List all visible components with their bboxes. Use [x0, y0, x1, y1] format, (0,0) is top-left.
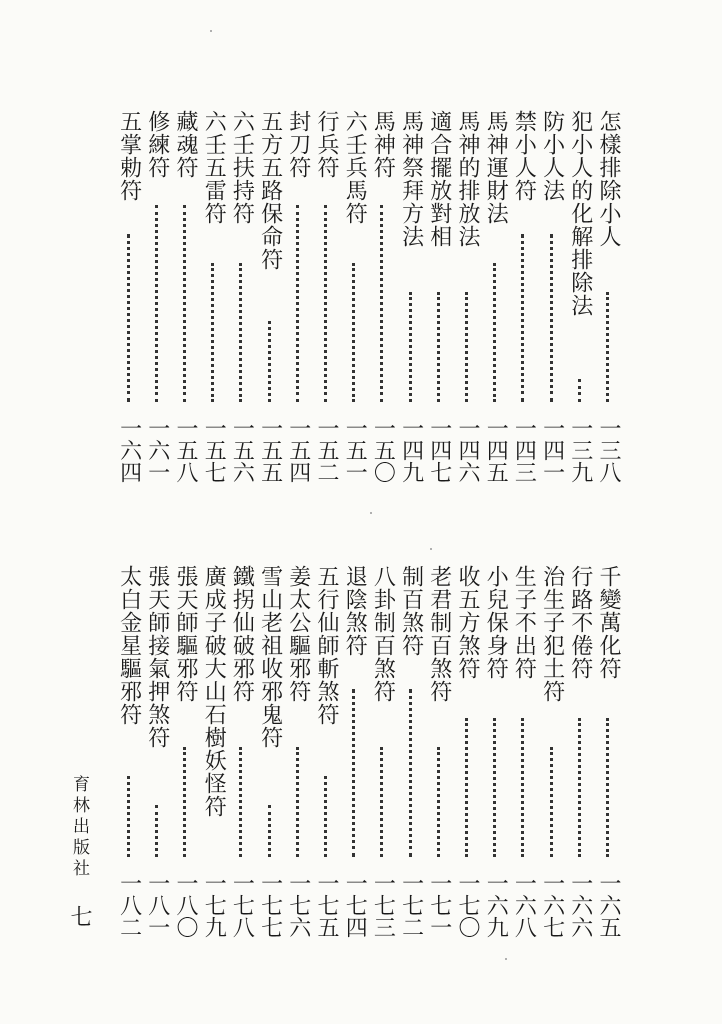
toc-entry-title: 禁小人符 [511, 110, 537, 202]
toc-entry [481, 110, 509, 490]
toc-entry-title: 廣成子破大山石樹妖怪符 [201, 565, 227, 818]
toc-entry [594, 565, 622, 945]
toc-entry [397, 110, 425, 490]
toc-entry-title: 馬神的排放法 [455, 110, 480, 248]
toc-entry-page: 一七〇 [455, 872, 480, 938]
toc-entry-page: 一三八 [596, 417, 621, 483]
toc-entry-page: 一四三 [511, 417, 537, 483]
toc-dotted-leader [550, 747, 553, 857]
toc-entry-title: 鐵拐仙破邪符 [229, 565, 255, 703]
toc-dotted-leader [127, 234, 130, 402]
paper-speck [430, 548, 432, 550]
toc-entry-title: 六壬五雷符 [201, 110, 227, 225]
toc-entry-page: 一七五 [314, 872, 339, 938]
toc-entry [284, 110, 312, 490]
toc-entry [199, 565, 227, 945]
toc-entry-page: 一三九 [567, 417, 593, 483]
toc-dotted-leader [578, 718, 581, 857]
toc-entry-page: 一六四 [116, 417, 142, 483]
toc-entry [368, 110, 396, 490]
toc-entry-page: 一六八 [511, 872, 537, 938]
toc-entry-page: 一五四 [285, 417, 311, 483]
toc-entry [284, 565, 312, 945]
toc-entry-page: 一五〇 [370, 417, 396, 483]
toc-entry [453, 565, 481, 945]
toc-entry-title: 八卦制百煞符 [370, 565, 396, 703]
toc-entry [143, 110, 171, 490]
toc-entry-title: 張天師驅邪符 [173, 565, 198, 703]
toc-entry [538, 110, 566, 490]
toc-entry [143, 565, 171, 945]
toc-dotted-leader [409, 689, 412, 857]
toc-entry-title: 小兒保身符 [483, 565, 509, 680]
toc-entry-page: 一五五 [257, 417, 283, 483]
toc-entry-title: 雪山老祖收邪鬼符 [257, 565, 283, 749]
toc-entry-title: 姜太公驅邪符 [285, 565, 311, 703]
toc-entry-page: 一五二 [314, 417, 339, 483]
paper-speck [210, 30, 212, 32]
toc-entry [509, 110, 537, 490]
paper-speck [505, 958, 507, 960]
toc-entry-page: 一四五 [483, 417, 509, 483]
toc-dotted-leader [239, 263, 242, 402]
toc-entry [481, 565, 509, 945]
toc-entry [340, 565, 368, 945]
toc-entry [425, 565, 453, 945]
toc-entry-title: 老君制百煞符 [426, 565, 452, 703]
toc-dotted-leader [296, 205, 299, 402]
toc-entry-title: 修練符 [144, 110, 170, 179]
toc-entry-title: 怎樣排除小人 [596, 110, 621, 248]
toc-entry [227, 565, 255, 945]
toc-dotted-leader [380, 205, 383, 402]
toc-entry-page: 一七二 [398, 872, 424, 938]
toc-entry-page: 一七九 [201, 872, 227, 938]
toc-dotted-leader [127, 776, 130, 857]
toc-entry [538, 565, 566, 945]
toc-entry [566, 110, 594, 490]
toc-entry-page: 一四六 [455, 417, 480, 483]
toc-entry [340, 110, 368, 490]
toc-entry-title: 馬神祭拜方法 [398, 110, 424, 248]
toc-dotted-leader [268, 321, 271, 402]
toc-dotted-leader [493, 718, 496, 857]
toc-entry [227, 110, 255, 490]
toc-dotted-leader [324, 205, 327, 402]
toc-lower-section [0, 565, 722, 945]
toc-entry-title: 五行仙師斬煞符 [314, 565, 339, 726]
toc-entry-title: 行路不倦符 [567, 565, 593, 680]
toc-dotted-leader [578, 379, 581, 402]
toc-dotted-leader [550, 234, 553, 402]
toc-dotted-leader [521, 718, 524, 857]
toc-dotted-leader [606, 292, 609, 402]
toc-dotted-leader [183, 205, 186, 402]
page-folio: 七 [67, 905, 92, 927]
toc-dotted-leader [521, 234, 524, 402]
toc-dotted-leader [465, 718, 468, 857]
toc-dotted-leader [437, 747, 440, 857]
toc-entry-page: 一七七 [257, 872, 283, 938]
toc-entry [115, 565, 143, 945]
toc-entry-page: 一六五 [596, 872, 621, 938]
toc-entry-title: 收五方煞符 [455, 565, 480, 680]
toc-entry-title: 千變萬化符 [596, 565, 621, 680]
toc-entry [171, 110, 199, 490]
toc-dotted-leader [155, 205, 158, 402]
toc-entry-page: 一七一 [426, 872, 452, 938]
toc-entry-page: 一四九 [398, 417, 424, 483]
toc-entry [171, 565, 199, 945]
toc-dotted-leader [493, 263, 496, 402]
toc-entry-page: 一八一 [144, 872, 170, 938]
toc-entry [199, 110, 227, 490]
toc-entry [425, 110, 453, 490]
toc-entry-title: 五方五路保命符 [257, 110, 283, 271]
toc-dotted-leader [239, 747, 242, 857]
toc-entry-page: 一五一 [342, 417, 368, 483]
toc-entry-title: 犯小人的化解排除法 [567, 110, 593, 317]
toc-entry-page: 一八二 [116, 872, 142, 938]
toc-entry [566, 565, 594, 945]
toc-entry [594, 110, 622, 490]
toc-dotted-leader [380, 747, 383, 857]
toc-dotted-leader [268, 805, 271, 857]
toc-entry-page: 一七四 [342, 872, 368, 938]
toc-dotted-leader [324, 776, 327, 857]
toc-entry-page: 一六九 [483, 872, 509, 938]
toc-dotted-leader [155, 805, 158, 857]
toc-entry-title: 六壬兵馬符 [342, 110, 368, 225]
toc-entry-page: 一八〇 [173, 872, 198, 938]
toc-entry [115, 110, 143, 490]
toc-entry [453, 110, 481, 490]
toc-entry-page: 一五六 [229, 417, 255, 483]
toc-entry-title: 太白金星驅邪符 [116, 565, 142, 726]
toc-entry-title: 制百煞符 [398, 565, 424, 657]
toc-dotted-leader [183, 747, 186, 857]
toc-entry-title: 行兵符 [314, 110, 339, 179]
toc-entry-page: 一六六 [567, 872, 593, 938]
toc-entry-title: 六壬扶持符 [229, 110, 255, 225]
toc-entry-title: 防小人法 [539, 110, 565, 202]
toc-entry-title: 張天師接氣押煞符 [144, 565, 170, 749]
toc-entry-page: 一四七 [426, 417, 452, 483]
toc-entry-page: 一七三 [370, 872, 396, 938]
toc-entry-page: 一五八 [173, 417, 198, 483]
toc-entry-page: 一六一 [144, 417, 170, 483]
toc-entry [256, 565, 284, 945]
toc-entry-title: 馬神符 [370, 110, 396, 179]
toc-entry-title: 退陰煞符 [342, 565, 368, 657]
toc-entry-title: 封刀符 [285, 110, 311, 179]
toc-entry-title: 馬神運財法 [483, 110, 509, 225]
toc-entry [509, 565, 537, 945]
toc-dotted-leader [465, 292, 468, 402]
toc-dotted-leader [352, 263, 355, 402]
toc-dotted-leader [352, 689, 355, 857]
toc-entry [256, 110, 284, 490]
publisher-name: 育林出版社 [69, 775, 89, 880]
toc-entry-title: 適合擺放對相 [426, 110, 452, 248]
toc-upper-section [0, 110, 722, 490]
toc-dotted-leader [211, 263, 214, 402]
toc-dotted-leader [437, 292, 440, 402]
paper-speck [370, 512, 372, 514]
toc-entry [312, 565, 340, 945]
toc-entry [368, 565, 396, 945]
toc-dotted-leader [409, 292, 412, 402]
toc-entry-title: 治生子犯土符 [539, 565, 565, 703]
toc-entry [312, 110, 340, 490]
toc-entry-page: 一七八 [229, 872, 255, 938]
toc-entry [397, 565, 425, 945]
toc-entry-page: 一四一 [539, 417, 565, 483]
toc-entry-title: 藏魂符 [173, 110, 198, 179]
toc-entry-page: 一六七 [539, 872, 565, 938]
toc-entry-page: 一五七 [201, 417, 227, 483]
toc-entry-page: 一七六 [285, 872, 311, 938]
toc-entry-title: 生子不出符 [511, 565, 537, 680]
toc-entry-title: 五掌勅符 [116, 110, 142, 202]
toc-dotted-leader [606, 718, 609, 857]
toc-dotted-leader [296, 747, 299, 857]
